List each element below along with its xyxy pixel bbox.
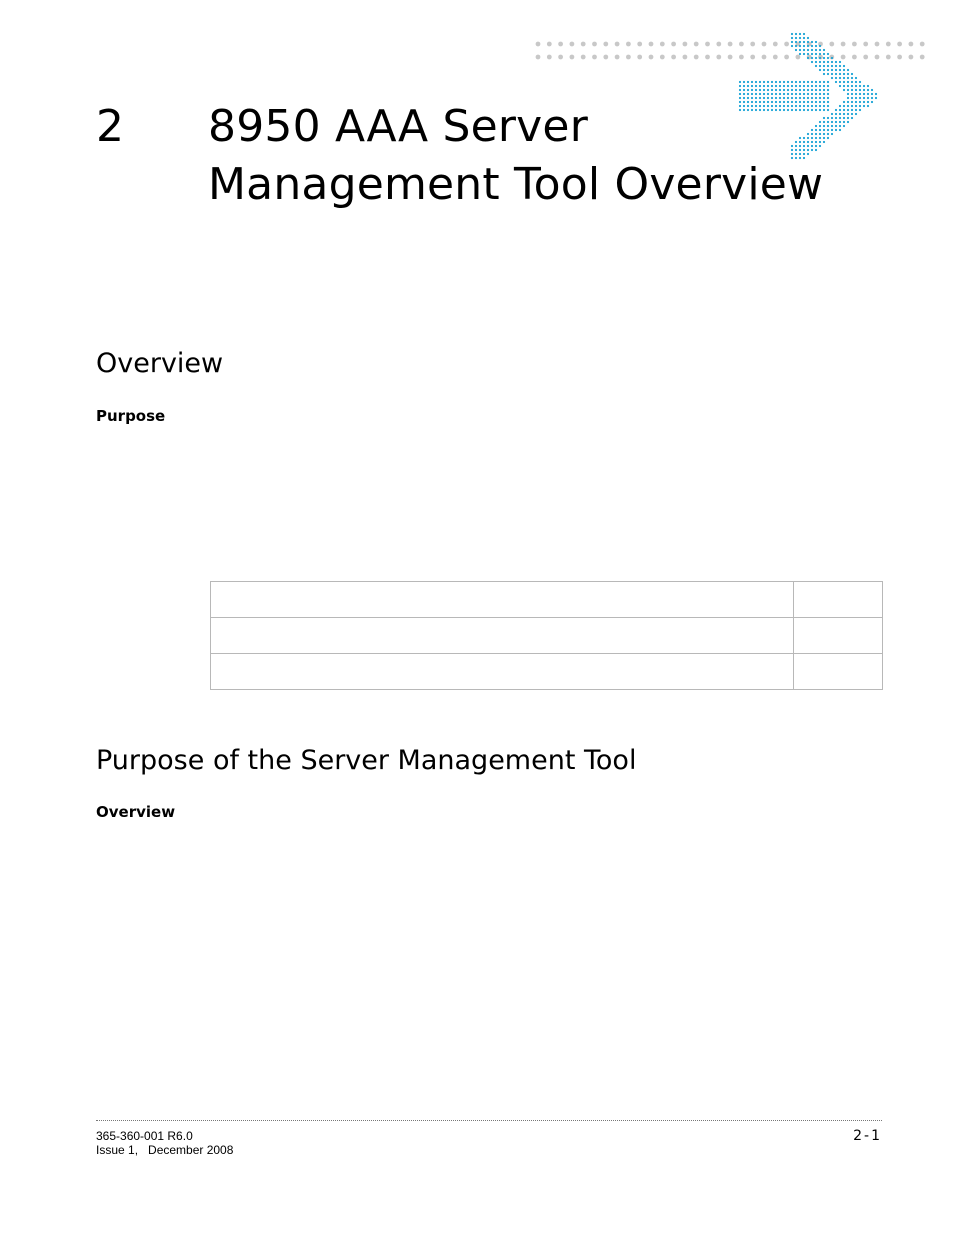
table-cell-topic [211, 618, 794, 654]
subheading-overview: Overview [96, 803, 176, 821]
section-heading-overview: Overview [96, 348, 224, 379]
chapter-title [208, 98, 823, 214]
table-cell-topic [211, 654, 794, 690]
section-heading-purpose-of-tool: Purpose of the Server Management Tool [96, 745, 637, 776]
footer-doc-info [96, 1129, 233, 1157]
contents-table [210, 581, 883, 690]
table-row [211, 582, 883, 618]
table-row [211, 654, 883, 690]
chapter-number: 2 [96, 101, 124, 152]
table-cell-page [794, 618, 883, 654]
footer-divider [96, 1120, 882, 1121]
table-row [211, 618, 883, 654]
chapter-title-line-2: Management Tool Overview [208, 159, 824, 210]
table-cell-topic [211, 582, 794, 618]
subheading-purpose: Purpose [96, 407, 166, 425]
footer-page-number: 2-1 [853, 1128, 882, 1144]
footer-issue-date: Issue 1, December 2008 [96, 1143, 234, 1157]
table-cell-page [794, 582, 883, 618]
footer-doc-number: 365-360-001 R6.0 [96, 1129, 193, 1143]
table-cell-page [794, 654, 883, 690]
grey-dot-rows [536, 42, 925, 60]
chapter-title-line-1: 8950 AAA Server [208, 101, 588, 152]
